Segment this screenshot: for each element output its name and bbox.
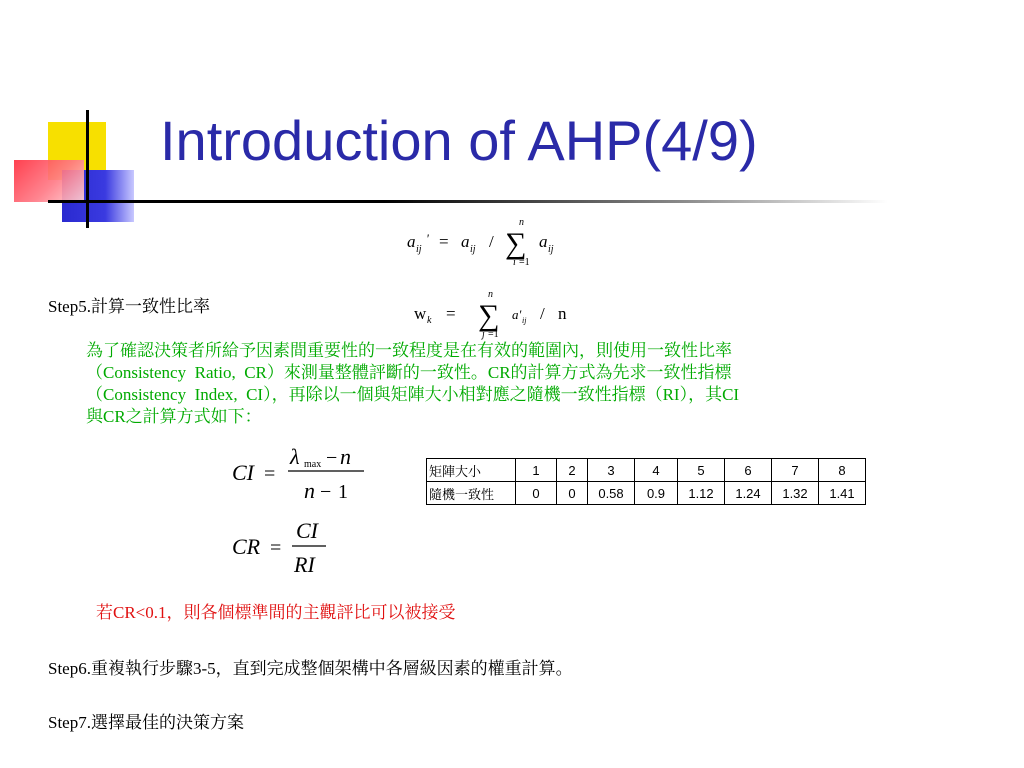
table-cell: 0: [516, 482, 557, 505]
svg-text:CI: CI: [232, 460, 254, 485]
svg-text:a': a': [512, 307, 522, 322]
paragraph-line: （Consistency Index, CI），再除以一個與矩陣大小相對應之隨機一致性指標（RI），其CI: [86, 385, 740, 404]
table-row: [427, 459, 866, 482]
table-cell: 5: [678, 459, 725, 482]
table-row: [427, 482, 866, 505]
step5-label: Step5.計算一致性比率: [48, 297, 210, 316]
table-cell: 1.24: [725, 482, 772, 505]
table-cell: 8: [819, 459, 866, 482]
svg-text:ij: ij: [470, 244, 476, 255]
svg-text:a: a: [461, 232, 470, 251]
svg-text:ij: ij: [548, 244, 554, 255]
svg-text:n: n: [304, 478, 315, 503]
paragraph-line: （Consistency Ratio, CR）來測量整體評斷的一致性。CR的計算方式為先求一致性指標: [86, 363, 732, 382]
cr-formula: [228, 516, 338, 580]
paragraph-line: 與CR之計算方式如下：: [86, 407, 262, 426]
svg-text:=: =: [439, 232, 449, 251]
logo-red-square: [14, 160, 84, 202]
step7-label: Step7.選擇最佳的決策方案: [48, 713, 244, 732]
svg-text:n: n: [340, 444, 351, 469]
random-index-table: [426, 458, 866, 505]
svg-text:i: i: [513, 257, 516, 268]
svg-text:a: a: [539, 232, 548, 251]
svg-text:=: =: [446, 304, 456, 323]
table-cell: 1.32: [772, 482, 819, 505]
logo-vertical-line: [86, 110, 89, 228]
table-cell: 6: [725, 459, 772, 482]
svg-text:CI: CI: [296, 518, 318, 543]
svg-text:∑: ∑: [478, 299, 500, 332]
svg-text:=1: =1: [519, 257, 530, 268]
svg-text:': ': [426, 231, 429, 246]
svg-text:j: j: [482, 329, 485, 340]
table-cell: 0.9: [635, 482, 678, 505]
table-cell: 4: [635, 459, 678, 482]
svg-text:n: n: [519, 217, 524, 228]
table-cell: 0: [557, 482, 588, 505]
table-cell: 3: [588, 459, 635, 482]
table-row-header: 矩陣大小: [427, 459, 516, 482]
svg-text:−: −: [326, 447, 338, 469]
table-cell: 7: [772, 459, 819, 482]
table-cell: 0.58: [588, 482, 635, 505]
svg-text:/: /: [489, 232, 494, 251]
svg-text:n: n: [558, 304, 567, 323]
svg-text:=1: =1: [488, 329, 499, 340]
svg-text:k: k: [427, 315, 432, 326]
svg-text:=: =: [270, 537, 282, 559]
slide-title: Introduction of AHP(4/9): [160, 109, 758, 172]
step6-label: Step6.重複執行步驟3-5，直到完成整個架構中各層級因素的權重計算。: [48, 659, 573, 678]
table-cell: 2: [557, 459, 588, 482]
svg-text:/: /: [540, 304, 545, 323]
consistency-description: [86, 340, 980, 428]
paragraph-line: 為了確認決策者所給予因素間重要性的一致程度是在有效的範圍內，則使用一致性比率: [86, 341, 732, 360]
svg-text:−: −: [320, 481, 332, 503]
normalization-formula: [405, 215, 595, 269]
weight-formula: [412, 287, 592, 341]
svg-text:n: n: [488, 289, 493, 300]
svg-text:w: w: [414, 304, 427, 323]
table-cell: 1.41: [819, 482, 866, 505]
svg-text:a: a: [407, 232, 416, 251]
svg-text:ij: ij: [522, 316, 527, 325]
svg-text:CR: CR: [232, 534, 261, 559]
svg-text:ij: ij: [416, 244, 422, 255]
svg-text:1: 1: [338, 481, 348, 503]
svg-text:λ: λ: [290, 444, 300, 469]
ci-formula: [228, 440, 378, 504]
svg-text:max: max: [304, 459, 322, 470]
acceptance-note: 若CR<0.1，則各個標準間的主觀評比可以被接受: [96, 603, 456, 622]
svg-text:∑: ∑: [505, 227, 527, 260]
title-underline: [48, 200, 888, 203]
svg-text:RI: RI: [294, 552, 315, 577]
table-cell: 1: [516, 459, 557, 482]
table-cell: 1.12: [678, 482, 725, 505]
table-row-header: 隨機一致性: [427, 482, 516, 505]
svg-text:=: =: [264, 463, 276, 485]
